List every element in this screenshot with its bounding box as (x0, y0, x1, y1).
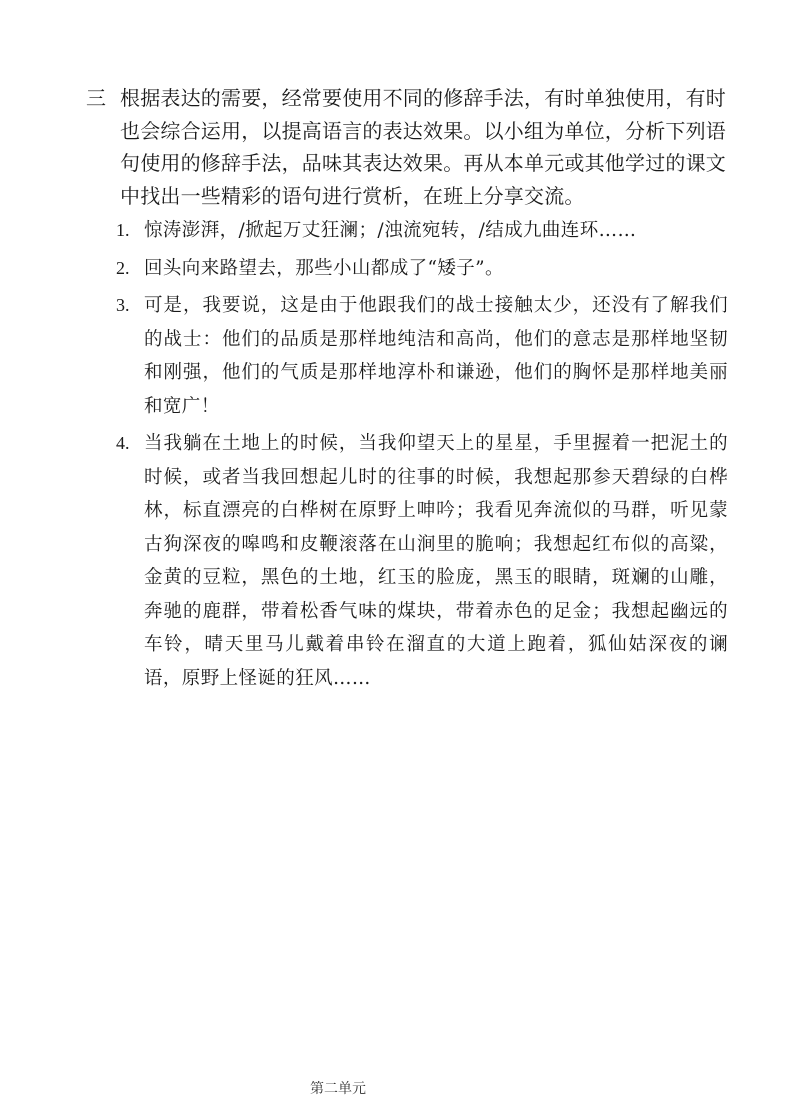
item-number: 4. (116, 433, 130, 453)
item-text: 当我躺在土地上的时候，当我仰望天上的星星，手里握着一把泥土的时候，或者当我回想起儿时的往事的时候，我想起那参天碧绿的白桦林，标直漂亮的白桦树在原野上呻吟；我看见奔流似的马群，听见蒙古狗深夜的嗥鸣和皮鞭滚落在山涧里的脆响；我想起红布似的高粱，金黄的豆粒，黑色的土地，红玉的脸庞，黑玉的眼睛，斑斓的山雕，奔驰的鹿群，带着松香气味的煤块，带着赤色的足金；我想起幽远的车铃，晴天里马儿戴着串铃在溜直的大道上跑着，狐仙姑深夜的谰语，原野上怪诞的狂风…… (144, 433, 728, 689)
item-text: 回头向来路望去，那些小山都成了“矮子”。 (144, 257, 504, 279)
item-number: 3. (116, 295, 130, 315)
item-text: 可是，我要说，这是由于他跟我们的战士接触太少，还没有了解我们的战士：他们的品质是那样地纯洁和高尚，他们的意志是那样地坚韧和刚强，他们的气质是那样地淳朴和谦逊，他们的胸怀是那样地美丽和宽广！ (144, 295, 728, 417)
section-instructions: 根据表达的需要，经常要使用不同的修辞手法，有时单独使用，有时也会综合运用，以提高语言的表达效果。以小组为单位，分析下列语句使用的修辞手法，品味其表达效果。再从本单元或其他学过的课文中找出一些精彩的语句进行赏析，在班上分享交流。 (120, 86, 726, 208)
page-footer: 第二单元 (310, 1081, 366, 1097)
item-text: 惊涛澎湃，/掀起万丈狂澜；/浊流宛转，/结成九曲连环…… (144, 220, 637, 241)
list-item (116, 214, 728, 248)
exercise-section-3 (86, 82, 726, 212)
list-item (116, 252, 728, 286)
list-item (116, 427, 728, 695)
section-number: 三 (86, 86, 106, 110)
item-number: 1. (116, 220, 130, 240)
example-sentence-list (116, 214, 728, 699)
item-number: 2. (116, 257, 130, 278)
list-item (116, 289, 728, 423)
